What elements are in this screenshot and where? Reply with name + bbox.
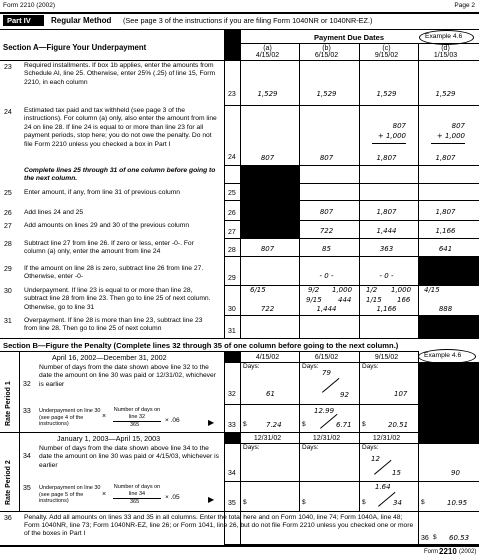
days-label: Days: [243,363,260,370]
arrow-icon: ▶ [208,495,215,504]
dollar: $ [302,499,306,506]
l30-b-note1: 9/2 [308,286,320,294]
l24-c-upper2: + 1,000 [377,132,406,140]
rp2-heading: January 1, 2003—April 15, 2003 [57,434,161,443]
times-sign: × [102,413,107,420]
l24-d-sum-rule [431,143,465,144]
l23-c: 1,529 [376,90,397,98]
example-label-b: Example 4.6 [424,352,462,359]
l24-d: 1,807 [435,154,456,162]
line-28-text: Subtract line 27 from line 26. If zero or less, enter -0-. For column (a) only, enter the amount from line 24 [24,240,194,256]
l30-a-note: 6/15 [250,286,266,294]
penalty-total: 60.53 [449,534,470,542]
l26-b: 807 [319,208,334,216]
l32-b-bottom: 92 [340,391,349,399]
dollar: $ [243,421,247,428]
bottom-rule [0,545,479,547]
section-b-title: Section B—Figure the Penalty (Complete lines 32 through 35 of one column before going to the next column.) [3,341,399,350]
form-id: Form 2210 (2002) [3,2,56,9]
l30-a: 722 [260,305,275,313]
part-subtitle: (See page 3 of the instructions if you are filing Form 1040NR or 1040NR-EZ.) [123,16,373,25]
part-badge: Part IV [3,15,44,26]
top-rule [0,12,479,14]
rp2-date-a: 12/31/02 [253,435,282,442]
part-title: Regular Method [51,16,112,25]
dollar: $ [243,499,247,506]
rp2-date-c: 12/31/02 [372,435,401,442]
blocked-cell [418,362,479,432]
blocked-cell [240,165,299,238]
line-box: 23 [228,91,236,98]
line-box: 35 [228,500,236,507]
l24-a: 807 [260,154,275,162]
blocked-cell [224,351,240,363]
l23-b: 1,529 [316,90,337,98]
l26-d: 1,807 [435,208,456,216]
l27-d: 1,166 [435,227,456,235]
rate-period-1-label: Rate Period 1 [5,381,12,426]
footer-number: 2210 [439,547,457,556]
line-number: 31 [4,318,12,325]
l28-b: 85 [322,245,331,253]
l27-c: 1,444 [376,227,397,235]
dollar: $ [302,421,306,428]
arrow-icon: ▶ [208,418,215,427]
l33-rate: × .06 [165,417,180,424]
l30-b-note3: 9/15 [306,296,322,304]
rule [0,351,418,352]
rp1-date-c: 9/15/02 [374,354,399,361]
example-label: Example 4.6 [425,33,463,40]
l24-c: 1,807 [376,154,397,162]
footer-year: (2002) [459,549,477,555]
rule [0,338,479,339]
grid [299,43,300,338]
complete-note: Complete lines 25 through 31 of one column before going to the next column. [24,167,216,183]
slash [320,414,337,429]
rule [224,105,479,106]
line-36-text: Penalty. Add all amounts on lines 33 and 35 in all columns. Enter the total here and on Form 1040, line 74; Form 1040A, line 48; Form 1040NR, line 73; Form 1040NR-EZ, line 26; or Form 1041, line 26, but do not file Form 2210 unless you checked one or more of the boxes in Part I [24,514,414,538]
l30-b-note2: 1,000 [332,286,353,294]
l33-left: Underpayment on line 30 (see page 4 of the instructions) [39,408,101,427]
payment-due-dates: Payment Due Dates [314,33,385,42]
line-box: 36 [421,535,429,542]
line-24-text: Estimated tax paid and tax withheld (see page 3 of the instructions). For column (a) only, also enter the amount from line 24 on line 28. If line 24 is equal to or more than line 23 for all payment periods, stop here; you do not owe the penalty. Do not file Form 2210 unless you checked a box in Part I [24,107,217,148]
dollar: $ [433,534,437,541]
l35-d: 10.95 [447,499,468,507]
l34-c-bottom: 15 [392,469,401,477]
l28-c: 363 [379,245,394,253]
footer-form: Form [424,549,438,555]
line-box: 24 [228,154,236,161]
l23-d: 1,529 [435,90,456,98]
l35-frac-bot: 365 [130,499,140,505]
line-box: 32 [228,391,236,398]
line-26-text: Add lines 24 and 25 [24,209,84,216]
rp1-heading: April 16, 2002—December 31, 2002 [52,353,167,362]
line-30-text: Underpayment. If line 23 is equal to or more than line 28, subtract line 28 from line 23. Then go to line 25 of next column. Otherwise, go to line 31 [24,287,211,311]
l24-c-sum-rule [372,143,406,144]
l30-c-note3: 1/15 [366,296,382,304]
header-black-box [224,30,240,60]
grid [418,43,419,338]
line-number: 27 [4,223,12,230]
rate-period-2-label: Rate Period 2 [5,460,12,505]
l35-c-top: 1.64 [375,483,391,491]
grid [224,60,225,338]
line-box: 26 [228,210,236,217]
dollar: $ [362,421,366,428]
l30-c-note2: 1,000 [391,286,412,294]
grid [359,43,360,338]
rp1-date-a: 4/15/02 [255,354,280,361]
l33-b-bottom: 6.71 [336,421,352,429]
days-label: Days: [302,363,319,370]
rule [0,511,479,512]
rp2-date-b: 12/31/02 [312,435,341,442]
col-a-date: 4/15/02 [255,52,280,59]
line-box: 31 [228,328,236,335]
page-number: Page 2 [454,2,475,9]
l26-c: 1,807 [376,208,397,216]
line-31-text: Overpayment. If line 28 is more than line 23, subtract line 23 from line 28. Then go to line 25 of next column [24,317,203,333]
col-a-letter: (a) [263,45,272,52]
blocked-cell [418,432,479,444]
line-number: 24 [4,109,12,116]
l33-c: 20.51 [388,421,409,429]
l24-b: 807 [319,154,334,162]
l35-rate: × .05 [165,494,180,501]
dollar: $ [421,499,425,506]
l35-c-bottom: 34 [393,499,402,507]
rule [240,362,418,363]
l34-d: 90 [451,469,460,477]
days-label: Days: [362,444,379,451]
rule [224,238,479,239]
l29-b: - 0 - [319,272,334,280]
grid [359,351,360,511]
line-number: 25 [4,190,12,197]
l35-frac-top: Number of days on line 34 [113,484,161,497]
l23-a: 1,529 [257,90,278,98]
line-box: 33 [228,422,236,429]
l32-c: 107 [394,390,408,398]
line-box: 27 [228,229,236,236]
l35-left: Underpayment on line 30 (see page 5 of the instructions) [39,485,101,504]
line-number: 33 [23,408,31,415]
line-27-text: Add amounts on lines 29 and 30 of the previous column [24,222,190,229]
blocked-cell [418,315,479,338]
line-number: 28 [4,241,12,248]
l33-a: 7.24 [266,421,282,429]
col-b-letter: (b) [322,45,331,52]
line-number: 26 [4,210,12,217]
l30-b-note4: 444 [338,296,352,304]
blocked-cell [418,256,479,285]
line-box: 30 [228,306,236,313]
line-number: 32 [23,381,31,388]
l33-frac-top: Number of days on line 32 [113,407,161,420]
col-d-date: 1/15/03 [433,52,458,59]
grid [19,351,20,511]
line-box: 34 [228,470,236,477]
times-sign: × [102,491,107,498]
l24-c-upper1: 807 [392,122,406,130]
days-label: Days: [302,444,319,451]
line-number: 23 [4,64,12,71]
l33-b-top: 12.99 [314,407,335,415]
section-a-title: Section A—Figure Your Underpayment [3,43,147,52]
rule [240,443,418,444]
l33-frac-bot: 365 [130,422,140,428]
line-29-text: If the amount on line 28 is zero, subtract line 26 from line 27. Otherwise, enter -0- [24,265,204,281]
days-label: Days: [243,444,260,451]
line-box: 29 [228,275,236,282]
line-23-text: Required installments. If box 1b applies, enter the amounts from Schedule AI, line 25. Otherwise, enter 25% (.25) of line 15, Form 2210, in each column [24,62,216,86]
col-c-date: 9/15/02 [374,52,399,59]
line-box: 28 [228,247,236,254]
grid [299,351,300,511]
line-number: 35 [23,485,31,492]
l32-a: 61 [266,390,275,398]
l29-c: - 0 - [379,272,394,280]
line-box: 25 [228,190,236,197]
l24-d-upper2: + 1,000 [436,132,465,140]
l30-c: 1,166 [376,305,397,313]
l27-b: 722 [319,227,334,235]
line-number: 34 [23,453,31,460]
slash [322,378,339,393]
l30-c-note4: 166 [397,296,411,304]
line-32-text: Number of days from the date shown above line 32 to the date the amount on line 30 was paid or 12/31/02, whichever is earlier [39,364,216,388]
l28-d: 641 [438,245,453,253]
col-b-date: 6/15/02 [314,52,339,59]
rp1-date-b: 6/15/02 [314,354,339,361]
l30-c-note1: 1/2 [366,286,378,294]
col-d-letter: (d) [441,45,450,52]
l34-c-top: 12 [371,455,380,463]
l30-d-note: 4/15 [424,286,440,294]
l32-b-top: 79 [322,369,331,377]
blocked-cell [224,432,240,444]
line-34-text: Number of days from the date shown above line 34 to the date the amount on line 30 was paid or 4/15/03, whichever is earlier [39,445,219,469]
col-c-letter: (c) [382,45,391,52]
rule [224,481,479,482]
line-number: 36 [4,515,12,522]
line-number: 30 [4,288,12,295]
l24-d-upper1: 807 [451,122,465,130]
line-25-text: Enter amount, if any, from line 31 of previous column [24,189,180,196]
line-number: 29 [4,266,12,273]
l30-d: 888 [438,305,453,313]
l28-a: 807 [260,245,275,253]
dollar: $ [362,499,366,506]
l30-b: 1,444 [316,305,337,313]
days-label: Days: [362,363,379,370]
